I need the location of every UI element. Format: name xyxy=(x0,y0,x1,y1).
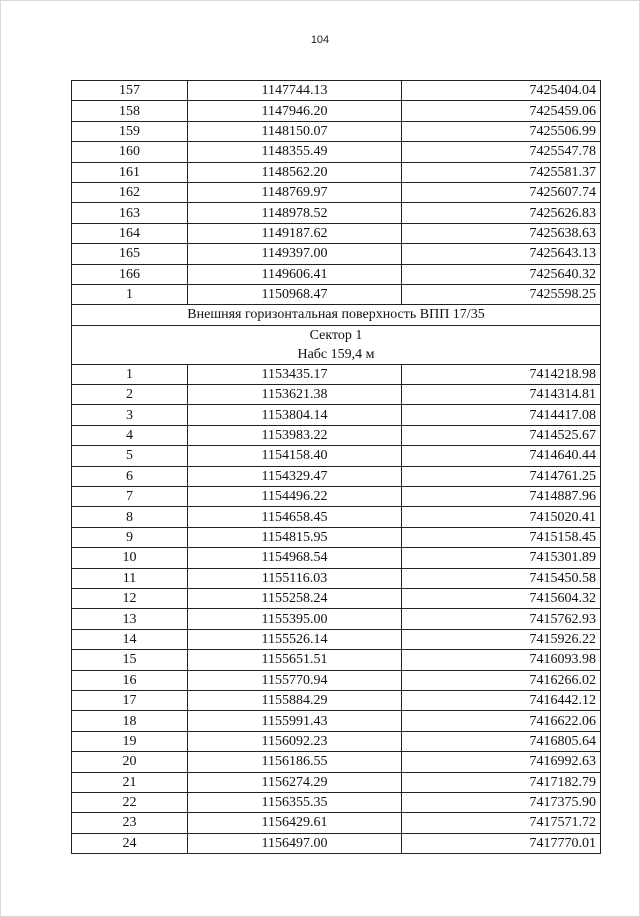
point-number-cell: 4 xyxy=(72,425,188,445)
y-coordinate-cell: 7425626.83 xyxy=(402,203,601,223)
point-number-cell: 15 xyxy=(72,650,188,670)
point-number-cell: 9 xyxy=(72,527,188,547)
x-coordinate-cell: 1155991.43 xyxy=(188,711,402,731)
point-number-cell: 158 xyxy=(72,101,188,121)
y-coordinate-cell: 7414887.96 xyxy=(402,487,601,507)
sector-header-row xyxy=(72,325,601,364)
table-row xyxy=(72,609,601,629)
y-coordinate-cell: 7425640.32 xyxy=(402,264,601,284)
point-number-cell: 16 xyxy=(72,670,188,690)
table-row xyxy=(72,364,601,384)
table-row xyxy=(72,385,601,405)
point-number-cell: 21 xyxy=(72,772,188,792)
point-number-cell: 160 xyxy=(72,142,188,162)
x-coordinate-cell: 1153435.17 xyxy=(188,364,402,384)
point-number-cell: 164 xyxy=(72,223,188,243)
y-coordinate-cell: 7416093.98 xyxy=(402,650,601,670)
x-coordinate-cell: 1148978.52 xyxy=(188,203,402,223)
x-coordinate-cell: 1154658.45 xyxy=(188,507,402,527)
y-coordinate-cell: 7414314.81 xyxy=(402,385,601,405)
table-row xyxy=(72,629,601,649)
table-row xyxy=(72,244,601,264)
y-coordinate-cell: 7425598.25 xyxy=(402,284,601,304)
point-number-cell: 19 xyxy=(72,731,188,751)
page-number: 104 xyxy=(310,34,330,46)
section-title: Внешняя горизонтальная поверхность ВПП 17/35 xyxy=(72,305,601,325)
y-coordinate-cell: 7425547.78 xyxy=(402,142,601,162)
y-coordinate-cell: 7425638.63 xyxy=(402,223,601,243)
y-coordinate-cell: 7415158.45 xyxy=(402,527,601,547)
point-number-cell: 166 xyxy=(72,264,188,284)
table-row xyxy=(72,405,601,425)
table-row xyxy=(72,792,601,812)
x-coordinate-cell: 1155770.94 xyxy=(188,670,402,690)
point-number-cell: 162 xyxy=(72,182,188,202)
y-coordinate-cell: 7415301.89 xyxy=(402,548,601,568)
table-row xyxy=(72,731,601,751)
x-coordinate-cell: 1153983.22 xyxy=(188,425,402,445)
point-number-cell: 1 xyxy=(72,364,188,384)
x-coordinate-cell: 1147946.20 xyxy=(188,101,402,121)
table-row xyxy=(72,813,601,833)
point-number-cell: 2 xyxy=(72,385,188,405)
y-coordinate-cell: 7414525.67 xyxy=(402,425,601,445)
x-coordinate-cell: 1155395.00 xyxy=(188,609,402,629)
x-coordinate-cell: 1155116.03 xyxy=(188,568,402,588)
section-group xyxy=(72,305,601,364)
x-coordinate-cell: 1156429.61 xyxy=(188,813,402,833)
x-coordinate-cell: 1153621.38 xyxy=(188,385,402,405)
y-coordinate-cell: 7414761.25 xyxy=(402,466,601,486)
point-number-cell: 157 xyxy=(72,81,188,101)
x-coordinate-cell: 1154968.54 xyxy=(188,548,402,568)
table-row xyxy=(72,833,601,853)
table-row xyxy=(72,711,601,731)
table-row xyxy=(72,162,601,182)
y-coordinate-cell: 7415450.58 xyxy=(402,568,601,588)
x-coordinate-cell: 1154815.95 xyxy=(188,527,402,547)
sector-header xyxy=(72,325,601,364)
x-coordinate-cell: 1154329.47 xyxy=(188,466,402,486)
point-number-cell: 23 xyxy=(72,813,188,833)
x-coordinate-cell: 1156274.29 xyxy=(188,772,402,792)
y-coordinate-cell: 7414640.44 xyxy=(402,446,601,466)
x-coordinate-cell: 1156186.55 xyxy=(188,752,402,772)
y-coordinate-cell: 7425404.04 xyxy=(402,81,601,101)
y-coordinate-cell: 7416442.12 xyxy=(402,690,601,710)
y-coordinate-cell: 7417770.01 xyxy=(402,833,601,853)
y-coordinate-cell: 7416805.64 xyxy=(402,731,601,751)
y-coordinate-cell: 7416266.02 xyxy=(402,670,601,690)
table-row xyxy=(72,690,601,710)
x-coordinate-cell: 1148769.97 xyxy=(188,182,402,202)
table-row xyxy=(72,142,601,162)
y-coordinate-cell: 7425607.74 xyxy=(402,182,601,202)
point-number-cell: 18 xyxy=(72,711,188,731)
table-row xyxy=(72,670,601,690)
x-coordinate-cell: 1155526.14 xyxy=(188,629,402,649)
point-number-cell: 3 xyxy=(72,405,188,425)
point-number-cell: 12 xyxy=(72,588,188,608)
top-rows-group xyxy=(72,81,601,305)
x-coordinate-cell: 1156092.23 xyxy=(188,731,402,751)
x-coordinate-cell: 1155884.29 xyxy=(188,690,402,710)
x-coordinate-cell: 1154158.40 xyxy=(188,446,402,466)
y-coordinate-cell: 7415604.32 xyxy=(402,588,601,608)
x-coordinate-cell: 1148355.49 xyxy=(188,142,402,162)
table-row xyxy=(72,446,601,466)
table-row xyxy=(72,466,601,486)
x-coordinate-cell: 1147744.13 xyxy=(188,81,402,101)
table-row xyxy=(72,752,601,772)
section-title-row xyxy=(72,305,601,325)
point-number-cell: 20 xyxy=(72,752,188,772)
table-row xyxy=(72,548,601,568)
point-number-cell: 6 xyxy=(72,466,188,486)
table-row xyxy=(72,588,601,608)
point-number-cell: 5 xyxy=(72,446,188,466)
y-coordinate-cell: 7417571.72 xyxy=(402,813,601,833)
point-number-cell: 11 xyxy=(72,568,188,588)
point-number-cell: 10 xyxy=(72,548,188,568)
x-coordinate-cell: 1153804.14 xyxy=(188,405,402,425)
table-row xyxy=(72,81,601,101)
y-coordinate-cell: 7417182.79 xyxy=(402,772,601,792)
point-number-cell: 163 xyxy=(72,203,188,223)
point-number-cell: 22 xyxy=(72,792,188,812)
y-coordinate-cell: 7425643.13 xyxy=(402,244,601,264)
y-coordinate-cell: 7415926.22 xyxy=(402,629,601,649)
x-coordinate-cell: 1155258.24 xyxy=(188,588,402,608)
x-coordinate-cell: 1150968.47 xyxy=(188,284,402,304)
y-coordinate-cell: 7425506.99 xyxy=(402,121,601,141)
x-coordinate-cell: 1156355.35 xyxy=(188,792,402,812)
point-number-cell: 13 xyxy=(72,609,188,629)
x-coordinate-cell: 1149397.00 xyxy=(188,244,402,264)
table-row xyxy=(72,772,601,792)
point-number-cell: 8 xyxy=(72,507,188,527)
table-row xyxy=(72,568,601,588)
table-row xyxy=(72,487,601,507)
x-coordinate-cell: 1148150.07 xyxy=(188,121,402,141)
point-number-cell: 14 xyxy=(72,629,188,649)
table-row xyxy=(72,101,601,121)
x-coordinate-cell: 1148562.20 xyxy=(188,162,402,182)
coordinates-table xyxy=(71,80,601,854)
table-row xyxy=(72,121,601,141)
point-number-cell: 161 xyxy=(72,162,188,182)
y-coordinate-cell: 7414417.08 xyxy=(402,405,601,425)
table-row xyxy=(72,203,601,223)
point-number-cell: 159 xyxy=(72,121,188,141)
point-number-cell: 7 xyxy=(72,487,188,507)
x-coordinate-cell: 1156497.00 xyxy=(188,833,402,853)
sector-rows-group xyxy=(72,364,601,853)
table-row xyxy=(72,284,601,304)
table-row xyxy=(72,425,601,445)
table-row xyxy=(72,650,601,670)
y-coordinate-cell: 7425459.06 xyxy=(402,101,601,121)
point-number-cell: 165 xyxy=(72,244,188,264)
point-number-cell: 1 xyxy=(72,284,188,304)
point-number-cell: 24 xyxy=(72,833,188,853)
table-row xyxy=(72,264,601,284)
y-coordinate-cell: 7416992.63 xyxy=(402,752,601,772)
x-coordinate-cell: 1149606.41 xyxy=(188,264,402,284)
x-coordinate-cell: 1155651.51 xyxy=(188,650,402,670)
x-coordinate-cell: 1149187.62 xyxy=(188,223,402,243)
y-coordinate-cell: 7414218.98 xyxy=(402,364,601,384)
table-row xyxy=(72,507,601,527)
table-row xyxy=(72,527,601,547)
y-coordinate-cell: 7415020.41 xyxy=(402,507,601,527)
table-row xyxy=(72,223,601,243)
sector-height: Набс 159,4 м xyxy=(297,346,375,362)
y-coordinate-cell: 7416622.06 xyxy=(402,711,601,731)
y-coordinate-cell: 7415762.93 xyxy=(402,609,601,629)
y-coordinate-cell: 7425581.37 xyxy=(402,162,601,182)
x-coordinate-cell: 1154496.22 xyxy=(188,487,402,507)
table-row xyxy=(72,182,601,202)
y-coordinate-cell: 7417375.90 xyxy=(402,792,601,812)
point-number-cell: 17 xyxy=(72,690,188,710)
sector-name: Сектор 1 xyxy=(309,327,363,343)
